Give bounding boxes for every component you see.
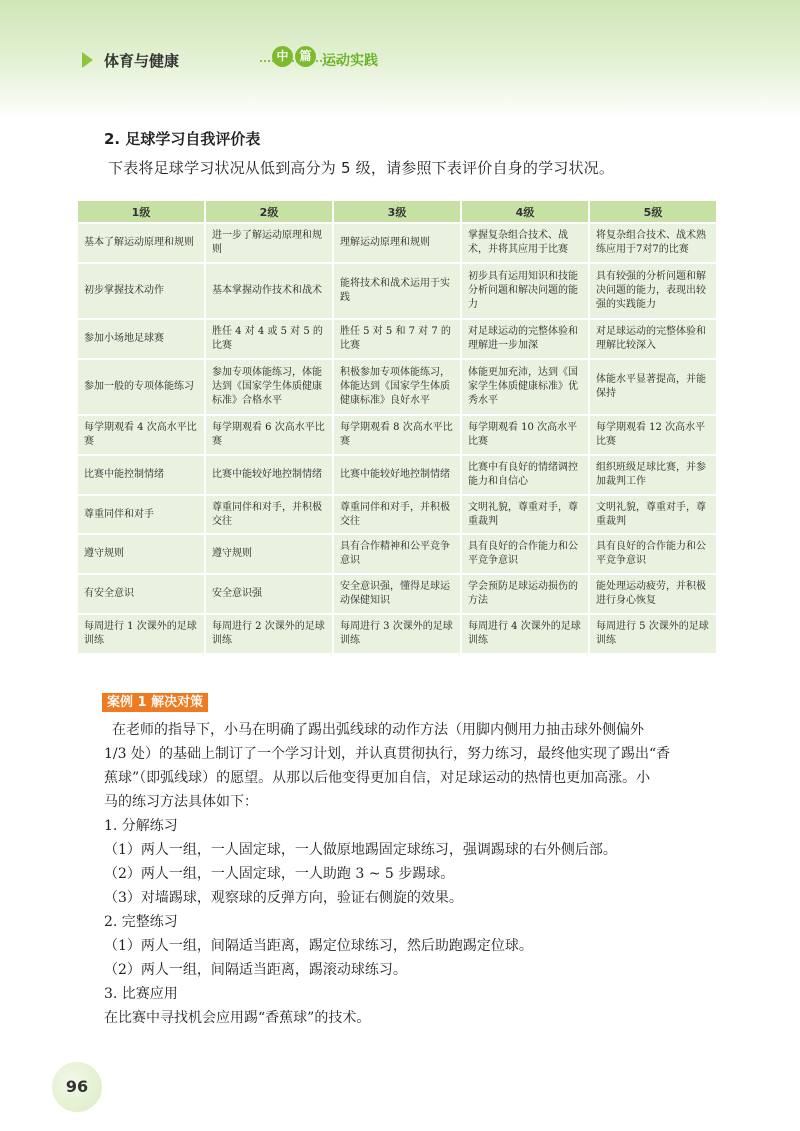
table-cell: 初步掌握技术动作	[77, 263, 205, 319]
part-badge-zhong: 中	[272, 46, 293, 67]
column-header: 5级	[589, 200, 717, 223]
column-header: 2级	[205, 200, 333, 223]
table-cell: 参加一般的专项体能练习	[77, 359, 205, 415]
table-cell: 基本了解运动原理和规则	[77, 223, 205, 263]
table-cell: 每周进行 4 次课外的足球训练	[461, 614, 589, 654]
table-cell: 胜任 4 对 4 或 5 对 5 的比赛	[205, 319, 333, 359]
triangle-marker-icon	[82, 52, 93, 68]
column-header: 4级	[461, 200, 589, 223]
table-cell: 具有良好的合作能力和公平竞争意识	[589, 534, 717, 574]
list-item: （1）两人一组，一人固定球，一人做原地踢固定球练习，强调踢球的右外侧后部。	[104, 842, 617, 858]
table-cell: 遵守规则	[205, 534, 333, 574]
table-row	[77, 415, 717, 455]
list-marker: （2）	[104, 962, 141, 978]
table-row	[77, 614, 717, 654]
table-cell: 能将技术和战术运用于实践	[333, 263, 461, 319]
table-cell: 具有合作精神和公平竞争意识	[333, 534, 461, 574]
table-cell: 对足球运动的完整体验和理解进一步加深	[461, 319, 589, 359]
case-body	[104, 718, 704, 1030]
table-cell: 体能水平显著提高，并能保持	[589, 359, 717, 415]
table-cell: 积极参加专项体能练习，体能达到《国家学生体质健康标准》良好水平	[333, 359, 461, 415]
table-cell: 将复杂组合技术、战术熟练应用于7对7的比赛	[589, 223, 717, 263]
table-cell: 每周进行 3 次课外的足球训练	[333, 614, 461, 654]
section-heading: 2. 足球学习自我评价表	[104, 130, 261, 148]
table-cell: 文明礼貌，尊重对手，尊重裁判	[461, 495, 589, 535]
table-header-row	[77, 200, 717, 223]
table-row	[77, 574, 717, 614]
table-cell: 遵守规则	[77, 534, 205, 574]
table-row	[77, 263, 717, 319]
column-header: 1级	[77, 200, 205, 223]
list-heading: 2. 完整练习	[104, 914, 178, 930]
table-row	[77, 534, 717, 574]
table-cell: 比赛中能控制情绪	[77, 455, 205, 495]
list-item: （1）两人一组，间隔适当距离，踢定位球练习，然后助跑踢定位球。	[104, 938, 533, 954]
table-cell: 进一步了解运动原理和规则	[205, 223, 333, 263]
table-cell: 安全意识强	[205, 574, 333, 614]
table-cell: 尊重同伴和对手	[77, 495, 205, 535]
list-item	[104, 958, 704, 982]
table-cell: 安全意识强，懂得足球运动保健知识	[333, 574, 461, 614]
table-cell: 体能更加充沛，达到《国家学生体质健康标准》优秀水平	[461, 359, 589, 415]
table-cell: 具有较强的分析问题和解决问题的能力，表现出较强的实践能力	[589, 263, 717, 319]
table-row	[77, 495, 717, 535]
table-row	[77, 455, 717, 495]
table-cell: 组织班级足球比赛，并参加裁判工作	[589, 455, 717, 495]
paragraph: 马的练习方法具体如下：	[104, 794, 258, 810]
table-cell: 比赛中有良好的情绪调控能力和自信心	[461, 455, 589, 495]
table-cell: 掌握复杂组合技术、战术，并将其应用于比赛	[461, 223, 589, 263]
table-cell: 每学期观看 8 次高水平比赛	[333, 415, 461, 455]
list-item: 在比赛中寻找机会应用踢“香蕉球”的技术。	[104, 1010, 371, 1026]
table-row	[77, 223, 717, 263]
case-label: 案例 1 解决对策	[102, 693, 208, 712]
table-cell: 每学期观看 4 次高水平比赛	[77, 415, 205, 455]
table-cell: 学会预防足球运动损伤的方法	[461, 574, 589, 614]
table-cell: 能处理运动疲劳，并积极进行身心恢复	[589, 574, 717, 614]
table-cell: 比赛中能较好地控制情绪	[205, 455, 333, 495]
table-cell: 尊重同伴和对手，并积极交往	[205, 495, 333, 535]
page-header	[82, 46, 782, 76]
list-item: （2）两人一组，一人固定球，一人助跑 3 ~ 5 步踢球。	[104, 866, 455, 882]
page-number: 96	[52, 1062, 102, 1112]
paragraph: 在老师的指导下，小马在明确了踢出弧线球的动作方法（用脚内侧用力抽击球外侧偏外	[112, 722, 644, 738]
table-cell: 每学期观看 6 次高水平比赛	[205, 415, 333, 455]
intro-text: 下表将足球学习状况从低到高分为 5 级，请参照下表评价自身的学习状况。	[108, 159, 615, 177]
section-name: 运动实践	[322, 53, 378, 69]
table-row	[77, 319, 717, 359]
paragraph: 1/3 处）的基础上制订了一个学习计划，并认真贯彻执行，努力练习，最终他实现了踢出“香	[104, 746, 671, 762]
list-heading: 3. 比赛应用	[104, 986, 178, 1002]
part-badge-pian: 篇	[295, 46, 316, 67]
list-item: （3）对墙踢球，观察球的反弹方向，验证右侧旋的效果。	[104, 890, 463, 906]
table-cell: 每学期观看 12 次高水平比赛	[589, 415, 717, 455]
table-cell: 每周进行 1 次课外的足球训练	[77, 614, 205, 654]
book-title: 体育与健康	[104, 52, 180, 70]
table-cell: 比赛中能较好地控制情绪	[333, 455, 461, 495]
column-header: 3级	[333, 200, 461, 223]
self-evaluation-table	[76, 199, 718, 655]
table-cell: 每学期观看 10 次高水平比赛	[461, 415, 589, 455]
table-cell: 有安全意识	[77, 574, 205, 614]
table-cell: 参加专项体能练习，体能达到《国家学生体质健康标准》合格水平	[205, 359, 333, 415]
table-cell: 每周进行 5 次课外的足球训练	[589, 614, 717, 654]
table-row	[77, 359, 717, 415]
table-cell: 文明礼貌，尊重对手，尊重裁判	[589, 495, 717, 535]
list-heading: 1. 分解练习	[104, 818, 178, 834]
list-item-text: 两人一组，间隔适当距离，踢滚动球练习。	[140, 962, 407, 978]
table-cell: 每周进行 2 次课外的足球训练	[205, 614, 333, 654]
table-cell: 具有良好的合作能力和公平竞争意识	[461, 534, 589, 574]
table-cell: 尊重同伴和对手，并积极交往	[333, 495, 461, 535]
table-cell: 初步具有运用知识和技能分析问题和解决问题的能力	[461, 263, 589, 319]
table-cell: 理解运动原理和规则	[333, 223, 461, 263]
table-cell: 基本掌握动作技术和战术	[205, 263, 333, 319]
table-cell: 参加小场地足球赛	[77, 319, 205, 359]
paragraph: 蕉球”（即弧线球）的愿望。从那以后他变得更加自信，对足球运动的热情也更加高涨。小	[104, 770, 651, 786]
table-cell: 对足球运动的完整体验和理解比较深入	[589, 319, 717, 359]
table-cell: 胜任 5 对 5 和 7 对 7 的比赛	[333, 319, 461, 359]
